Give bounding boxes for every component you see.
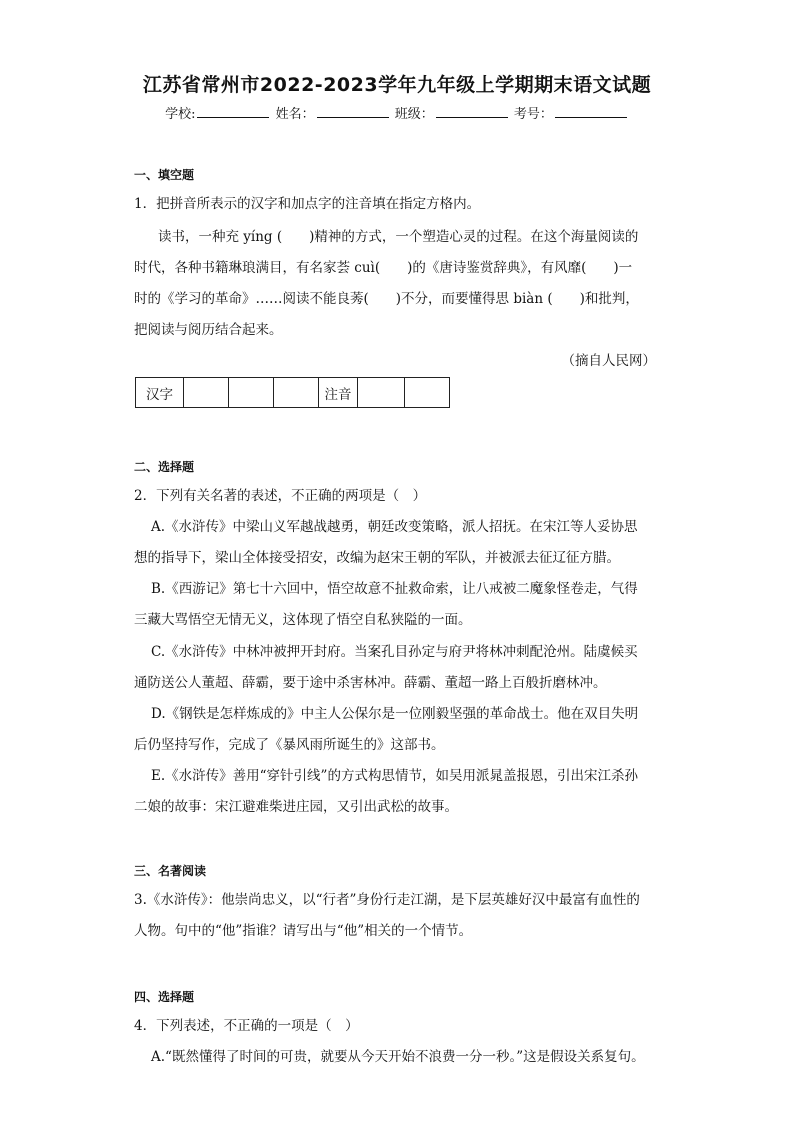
question-3-line: 人物。句中的“他”指谁？请写出与“他”相关的一个情节。 bbox=[134, 923, 473, 939]
question-3-line: 3.《水浒传》：他崇尚忠义，以“行者”身份行走江湖，是下层英雄好汉中最富有血性的 bbox=[134, 892, 640, 908]
option-e-line: E.《水浒传》善用“穿针引线”的方式构思情节，如吴用派晁盖报恩，引出宋江杀孙 bbox=[151, 768, 638, 784]
answer-cell[interactable] bbox=[229, 378, 274, 408]
question-1-source: （摘自人民网） bbox=[561, 353, 656, 369]
section-heading: 一、填空题 bbox=[134, 168, 195, 182]
question-1-stem: 1．把拼音所表示的汉字和加点字的注音填在指定方格内。 bbox=[134, 196, 481, 212]
section-heading: 二、选择题 bbox=[134, 460, 195, 474]
option-a-line: A.《水浒传》中梁山义军越战越勇，朝廷改变策略，派人招抚。在宋江等人妥协思 bbox=[151, 519, 638, 535]
school-label: 学校: bbox=[165, 107, 196, 122]
question-1-text-line: 时的《学习的革命》……阅读不能良莠( )不分，而要懂得思 biàn ( )和批判， bbox=[134, 291, 639, 307]
answer-cell[interactable] bbox=[358, 378, 405, 408]
zhuyin-label-cell: 注音 bbox=[319, 378, 358, 408]
question-4-option-a: A.“既然懂得了时间的可贵，就要从今天开始不浪费一分一秒。”这是假设关系复句。 bbox=[151, 1049, 645, 1065]
question-2-stem: 2．下列有关名著的表述，不正确的两项是（ ） bbox=[134, 488, 427, 504]
name-label: 姓名： bbox=[275, 107, 315, 122]
name-blank[interactable] bbox=[317, 105, 389, 118]
question-1-text-line: 时代，各种书籍琳琅满目，有名家荟 cuì( )的《唐诗鉴赏辞典》，有风靡( )一 bbox=[134, 260, 633, 276]
option-d-line: 后仍坚持写作，完成了《暴风雨所诞生的》这部书。 bbox=[134, 737, 445, 753]
question-4-stem: 4．下列表述，不正确的一项是（ ） bbox=[134, 1018, 359, 1034]
answer-cell[interactable] bbox=[405, 378, 450, 408]
question-1-text-line: 把阅读与阅历结合起来。 bbox=[134, 322, 283, 338]
section-heading: 三、名著阅读 bbox=[134, 864, 207, 878]
number-label: 考号： bbox=[513, 107, 553, 122]
student-info-line bbox=[0, 103, 794, 122]
option-b-line: B.《西游记》第七十六回中，悟空故意不扯救命索，让八戒被二魔象怪卷走，气得 bbox=[151, 581, 638, 597]
option-e-line: 二娘的故事：宋江避难柴进庄园，又引出武松的故事。 bbox=[134, 799, 458, 815]
number-blank[interactable] bbox=[555, 105, 627, 118]
question-1-text-line: 读书，一种充 yíng ( )精神的方式，一个塑造心灵的过程。在这个海量阅读的 bbox=[158, 229, 639, 245]
answer-cell[interactable] bbox=[184, 378, 229, 408]
option-c-line: C.《水浒传》中林冲被押开封府。当案孔目孙定与府尹将林冲刺配沧州。陆虞候买 bbox=[151, 644, 638, 660]
option-b-line: 三藏大骂悟空无情无义，这体现了悟空自私狭隘的一面。 bbox=[134, 612, 472, 628]
class-label: 班级： bbox=[394, 107, 434, 122]
hanzi-label-cell: 汉字 bbox=[136, 378, 184, 408]
class-blank[interactable] bbox=[436, 105, 508, 118]
answer-table bbox=[135, 377, 450, 408]
option-a-line: 想的指导下，梁山全体接受招安，改编为赵宋王朝的军队，并被派去征辽征方腊。 bbox=[134, 550, 620, 566]
exam-title: 江苏省常州市2022-2023学年九年级上学期期末语文试题 bbox=[142, 74, 652, 96]
answer-cell[interactable] bbox=[274, 378, 319, 408]
section-heading: 四、选择题 bbox=[134, 990, 195, 1004]
option-c-line: 通防送公人董超、薛霸，要于途中杀害林冲。薛霸、董超一路上百般折磨林冲。 bbox=[134, 675, 607, 691]
school-blank[interactable] bbox=[197, 105, 269, 118]
option-d-line: D.《钢铁是怎样炼成的》中主人公保尔是一位刚毅坚强的革命战士。他在双目失明 bbox=[151, 706, 639, 722]
